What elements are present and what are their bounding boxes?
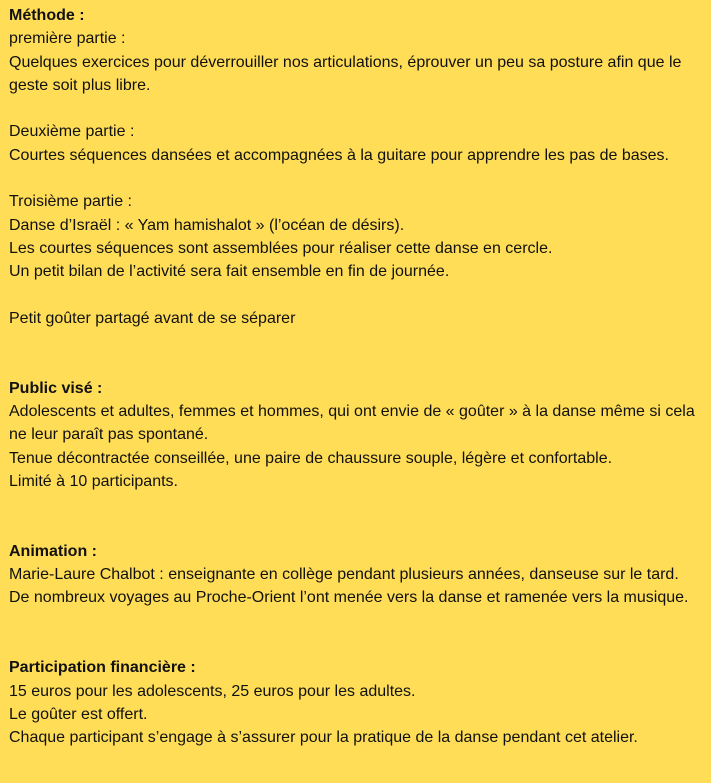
- participation-line3: Chaque participant s’engage à s’assurer pour la pratique de la danse pendant cet atelier.: [9, 729, 638, 747]
- participation-section: [9, 656, 703, 749]
- part3-title: Troisième partie :: [9, 193, 132, 211]
- public-line1: Adolescents et adultes, femmes et hommes, qui ont envie de « goûter » à la danse même si cela ne leur paraît pas spontané.: [9, 403, 695, 444]
- part1-text: Quelques exercices pour déverrouiller nos articulations, éprouver un peu sa posture afin que le geste soit plus libre.: [9, 53, 682, 94]
- part3-line2: Les courtes séquences sont assemblées pour réaliser cette danse en cercle.: [9, 239, 553, 257]
- part2-title: Deuxième partie :: [9, 123, 135, 141]
- gouter-text: Petit goûter partagé avant de se séparer: [9, 309, 296, 327]
- spacer: [9, 284, 703, 307]
- methode-heading: Méthode :: [9, 7, 85, 24]
- animation-text: Marie-Laure Chalbot : enseignante en collège pendant plusieurs années, danseuse sur le tard. De nombreux voyages au Proche-Orient l’ont menée vers la danse et ramenée vers la musique.: [9, 566, 689, 607]
- public-section: [9, 377, 703, 493]
- spacer: [9, 330, 703, 377]
- spacer: [9, 610, 703, 657]
- spacer: [9, 97, 703, 120]
- spacer: [9, 167, 703, 190]
- participation-line1: 15 euros pour les adolescents, 25 euros pour les adultes.: [9, 682, 416, 700]
- public-line3: Limité à 10 participants.: [9, 472, 178, 490]
- participation-heading: Participation financière :: [9, 659, 196, 677]
- public-heading: Public visé :: [9, 379, 103, 397]
- methode-section: [9, 4, 703, 330]
- part3-line1: Danse d’Israël : « Yam hamishalot » (l’océan de désirs).: [9, 216, 405, 234]
- spacer: [9, 493, 703, 540]
- part1-title: première partie :: [9, 30, 126, 48]
- animation-section: [9, 540, 703, 610]
- animation-heading: Animation :: [9, 542, 97, 560]
- part2-text: Courtes séquences dansées et accompagnées à la guitare pour apprendre les pas de bases.: [9, 146, 669, 164]
- participation-line2: Le goûter est offert.: [9, 705, 148, 723]
- part3-line3: Un petit bilan de l’activité sera fait ensemble en fin de journée.: [9, 263, 450, 281]
- public-line2: Tenue décontractée conseillée, une paire de chaussure souple, légère et confortable.: [9, 449, 613, 467]
